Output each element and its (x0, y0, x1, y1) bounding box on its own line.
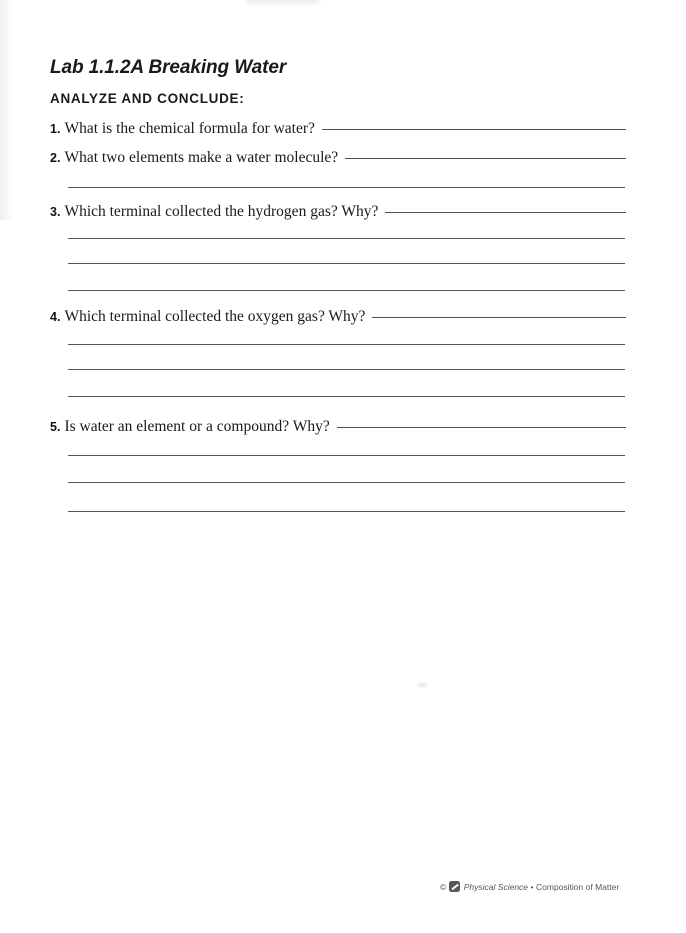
question-text: Is water an element or a compound? Why? (64, 418, 330, 435)
answer-line-inline[interactable] (345, 158, 626, 159)
question-row (50, 308, 626, 328)
question-text: Which terminal collected the hydrogen gas? Why? (64, 203, 379, 220)
answer-line[interactable] (68, 344, 625, 345)
answer-line-inline[interactable] (385, 212, 626, 213)
scan-artifact-top (247, 0, 319, 5)
answer-line[interactable] (68, 290, 625, 291)
answer-line[interactable] (68, 369, 625, 370)
question-number: 2. (50, 151, 61, 165)
answer-line[interactable] (68, 511, 625, 512)
question-row (50, 418, 626, 438)
answer-line[interactable] (68, 187, 625, 188)
question-row (50, 203, 626, 223)
footer-book-title: Physical Science (463, 881, 529, 892)
question-number: 4. (50, 310, 61, 324)
question-row (50, 120, 626, 140)
copyright-symbol: © (440, 881, 447, 892)
answer-line[interactable] (68, 482, 625, 483)
scan-artifact-speck (418, 683, 427, 687)
question-text: What is the chemical formula for water? (64, 120, 315, 137)
page-title: Lab 1.1.2A Breaking Water (50, 57, 287, 78)
answer-line[interactable] (68, 455, 625, 456)
answer-line[interactable] (68, 396, 625, 397)
question-number: 1. (50, 122, 61, 136)
answer-line[interactable] (68, 238, 625, 239)
question-text: Which terminal collected the oxygen gas? Why? (64, 308, 366, 325)
answer-line-inline[interactable] (322, 129, 626, 130)
footer (440, 881, 619, 892)
section-heading: ANALYZE AND CONCLUDE: (50, 91, 245, 106)
question-text: What two elements make a water molecule? (64, 149, 339, 166)
question-number: 5. (50, 420, 61, 434)
footer-separator: • (530, 881, 534, 892)
footer-chapter-title: Composition of Matter (536, 881, 620, 892)
question-number: 3. (50, 205, 61, 219)
answer-line-inline[interactable] (372, 317, 626, 318)
answer-line-inline[interactable] (337, 427, 626, 428)
question-row (50, 149, 626, 169)
answer-line[interactable] (68, 263, 625, 264)
publisher-mark-icon (449, 881, 460, 892)
scan-artifact-left-edge (0, 0, 14, 220)
